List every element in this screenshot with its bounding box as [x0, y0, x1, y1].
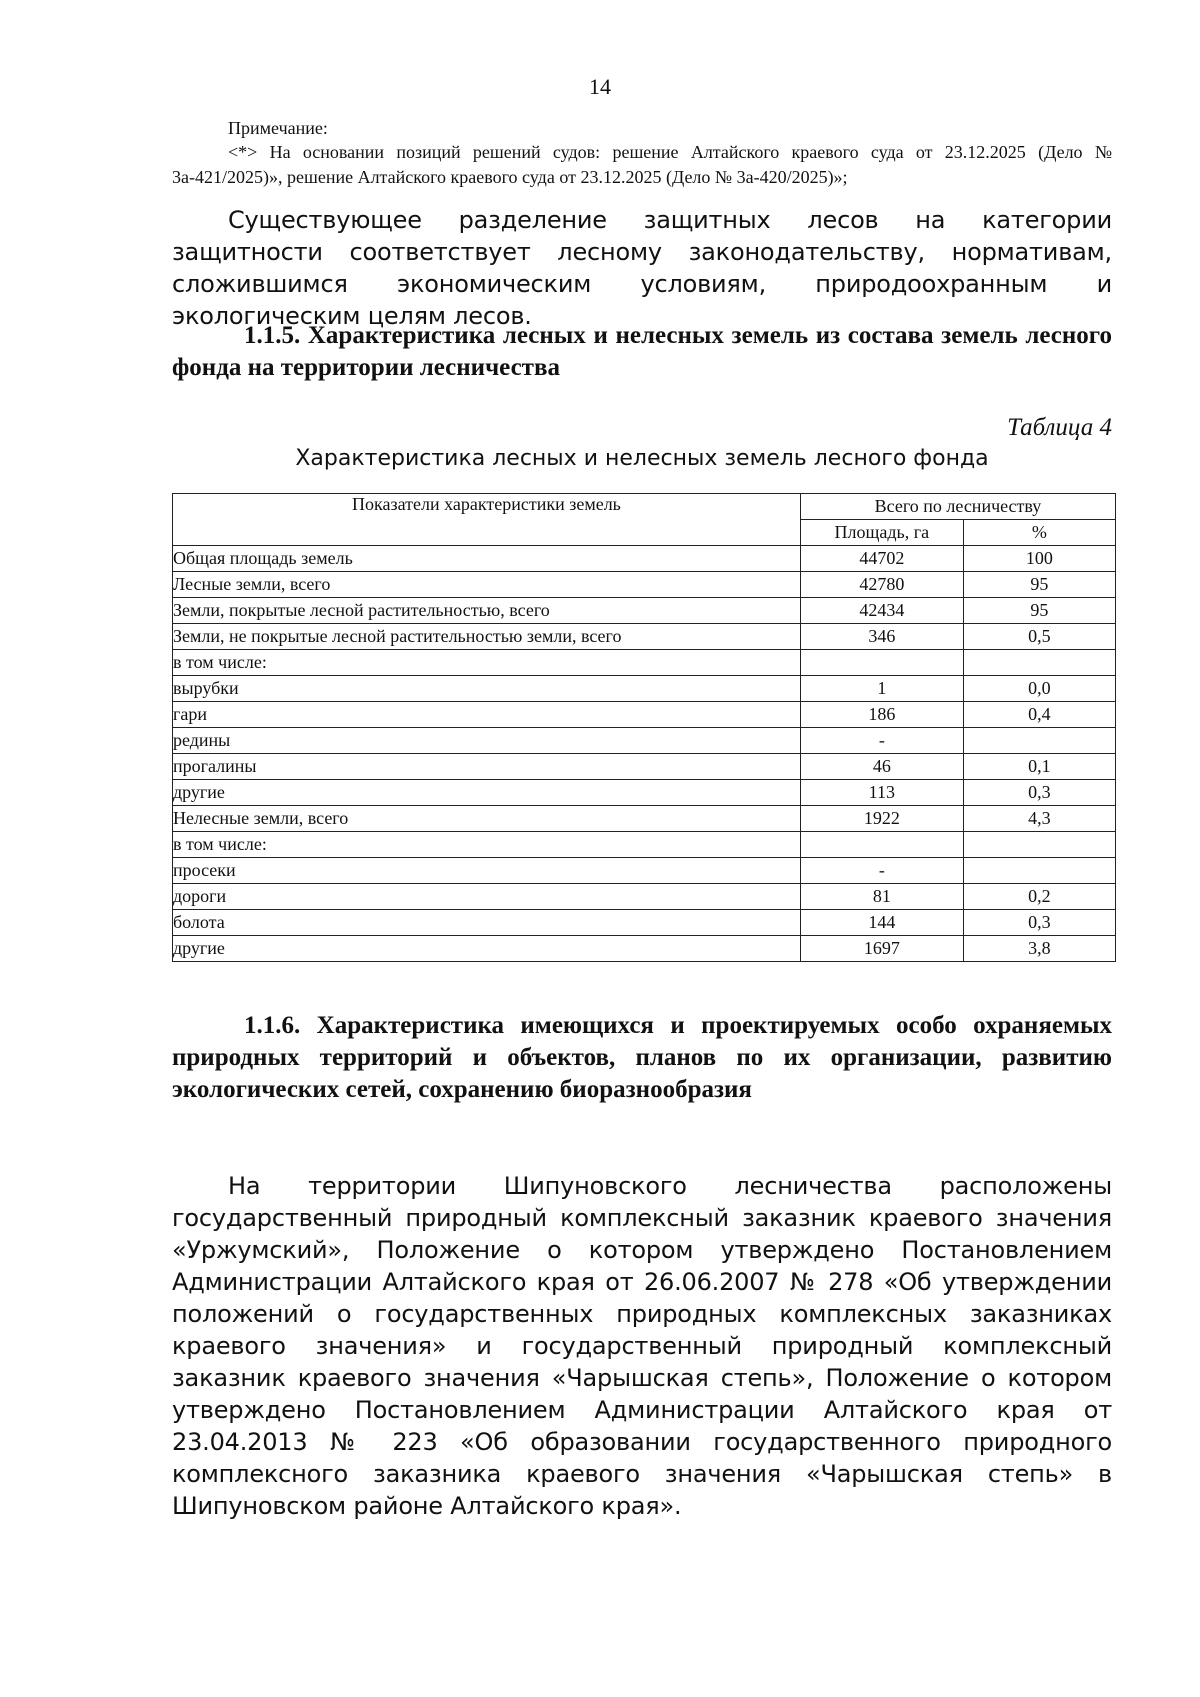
row-label: прогалины	[173, 754, 801, 780]
row-area: 113	[800, 780, 963, 806]
header-percent: %	[963, 520, 1115, 546]
table-row	[173, 572, 1116, 598]
table-row	[173, 702, 1116, 728]
table-row	[173, 624, 1116, 650]
row-label: Земли, покрытые лесной растительностью, всего	[173, 598, 801, 624]
section-heading-1-1-5: 1.1.5. Характеристика лесных и нелесных земель из состава земель лесного фонда на территории лесничества	[172, 322, 1112, 381]
row-area: 346	[800, 624, 963, 650]
header-indicators: Показатели характеристики земель	[173, 494, 801, 546]
table-row	[173, 598, 1116, 624]
row-area: 1922	[800, 806, 963, 832]
row-percent: 95	[963, 598, 1115, 624]
row-percent: 100	[963, 546, 1115, 572]
row-percent: 0,2	[963, 884, 1115, 910]
table-row	[173, 728, 1116, 754]
header-total-group: Всего по лесничеству	[800, 494, 1115, 520]
row-area	[800, 832, 963, 858]
row-area: 42780	[800, 572, 963, 598]
row-area: -	[800, 728, 963, 754]
row-percent	[963, 832, 1115, 858]
table-row	[173, 650, 1116, 676]
paragraph-protective-forests: Существующее разделение защитных лесов на категории защитности соответствует лесному законодательству, нормативам, сложившимся экономическим условиям, природоохранным и экологическим целям лесов.	[172, 206, 1112, 330]
row-percent: 95	[963, 572, 1115, 598]
row-label: Общая площадь земель	[173, 546, 801, 572]
row-percent: 0,3	[963, 910, 1115, 936]
row-percent: 0,0	[963, 676, 1115, 702]
row-area: 1	[800, 676, 963, 702]
row-percent: 3,8	[963, 936, 1115, 962]
row-label: другие	[173, 780, 801, 806]
row-percent: 0,4	[963, 702, 1115, 728]
note-title: Примечание:	[228, 118, 328, 138]
row-label: в том числе:	[173, 832, 801, 858]
row-area: -	[800, 858, 963, 884]
row-percent: 4,3	[963, 806, 1115, 832]
row-area	[800, 650, 963, 676]
header-area: Площадь, га	[800, 520, 963, 546]
table-caption: Характеристика лесных и нелесных земель лесного фонда	[295, 446, 989, 471]
table-row	[173, 754, 1116, 780]
page-number: 14	[589, 74, 611, 99]
row-label: болота	[173, 910, 801, 936]
row-percent	[963, 650, 1115, 676]
row-percent: 0,3	[963, 780, 1115, 806]
row-percent: 0,1	[963, 754, 1115, 780]
row-label: в том числе:	[173, 650, 801, 676]
row-area: 81	[800, 884, 963, 910]
row-label: дороги	[173, 884, 801, 910]
row-label: Лесные земли, всего	[173, 572, 801, 598]
row-label: вырубки	[173, 676, 801, 702]
row-label: Земли, не покрытые лесной растительностью земли, всего	[173, 624, 801, 650]
row-area: 144	[800, 910, 963, 936]
row-area: 186	[800, 702, 963, 728]
table-row	[173, 858, 1116, 884]
row-percent: 0,5	[963, 624, 1115, 650]
table-row	[173, 884, 1116, 910]
table-header-row	[173, 494, 1116, 520]
paragraph-reserves: На территории Шипуновского лесничества расположены государственный природный комплексный заказник краевого значения «Уржумский», Положение о котором утверждено Постановлением Администрации Алтайского края от 26.06.2007 № 278 «Об утверждении положений о государственных природных комплексных заказниках краевого значения» и государственный природный комплексный заказник краевого значения «Чарышская степь», Положение о котором утверждено Постановлением Администрации Алтайского края от 23.04.2013 № 223 «Об образовании государственного природного комплексного заказника краевого значения «Чарышская степь» в Шипуновском районе Алтайского края».	[172, 1172, 1112, 1520]
row-percent	[963, 728, 1115, 754]
table-row	[173, 806, 1116, 832]
note-text: <*> На основании позиций решений судов: решение Алтайского краевого суда от 23.12.2025 (Дело № 3а-421/2025)», решение Алтайского краевого суда от 23.12.2025 (Дело № 3а-420/2025)»;	[172, 142, 1112, 187]
row-label: просеки	[173, 858, 801, 884]
row-label: другие	[173, 936, 801, 962]
row-area: 46	[800, 754, 963, 780]
table-row	[173, 832, 1116, 858]
row-label: Нелесные земли, всего	[173, 806, 801, 832]
table-row	[173, 676, 1116, 702]
row-area: 42434	[800, 598, 963, 624]
land-characteristics-table	[172, 493, 1116, 962]
row-label: гари	[173, 702, 801, 728]
table-row	[173, 546, 1116, 572]
row-percent	[963, 858, 1115, 884]
table-row	[173, 780, 1116, 806]
table-label: Таблица 4	[1007, 414, 1112, 441]
table-row	[173, 910, 1116, 936]
table-row	[173, 936, 1116, 962]
row-label: редины	[173, 728, 801, 754]
table-body	[173, 546, 1116, 962]
row-area: 1697	[800, 936, 963, 962]
row-area: 44702	[800, 546, 963, 572]
section-heading-1-1-6: 1.1.6. Характеристика имеющихся и проектируемых особо охраняемых природных территорий и объектов, планов по их организации, развитию экологических сетей, сохранению биоразнообразия	[172, 1012, 1112, 1103]
